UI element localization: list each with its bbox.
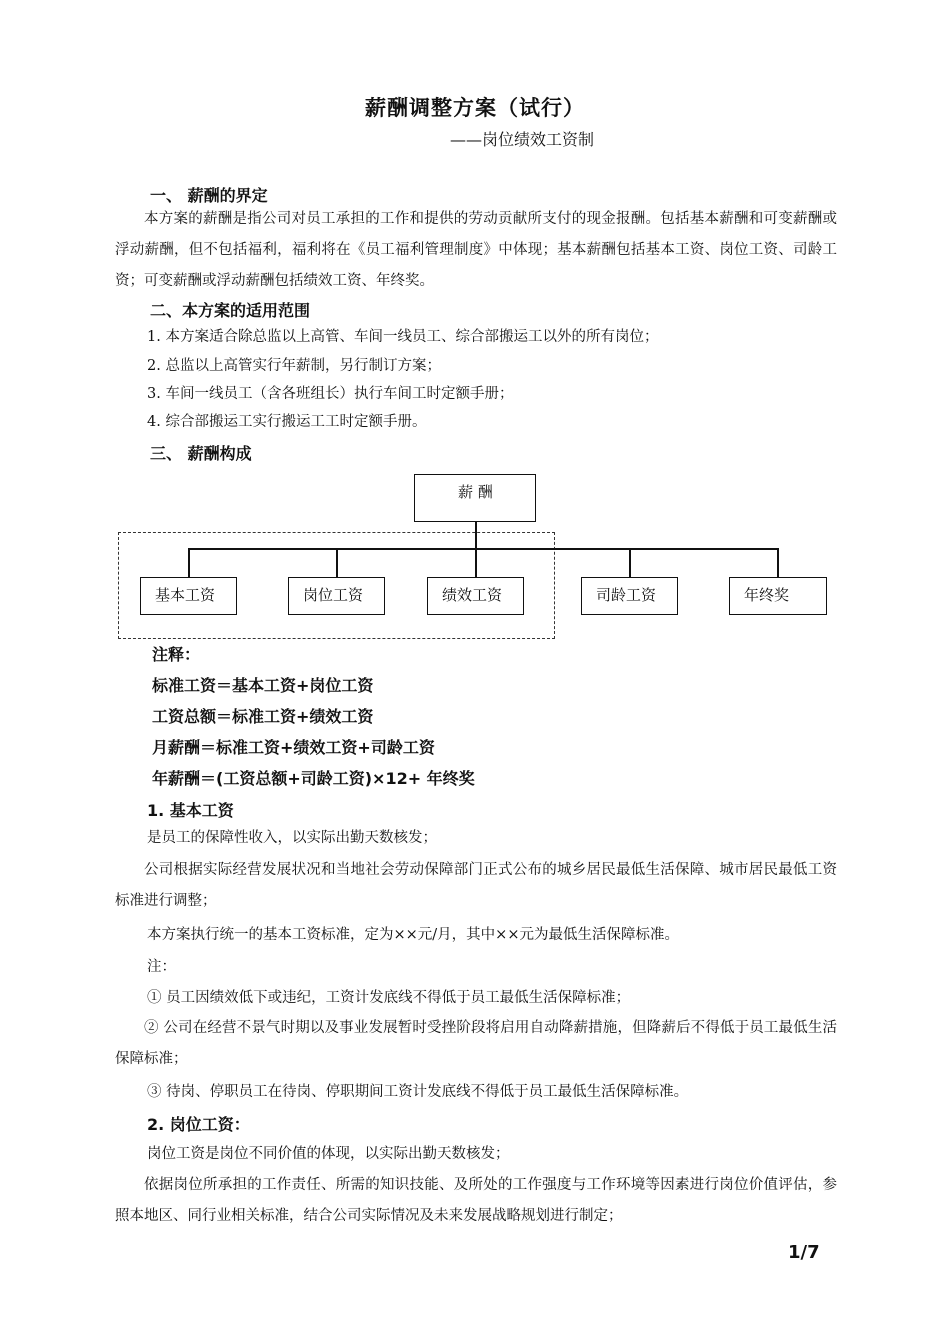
formula-standard-wage: 标准工资＝基本工资+岗位工资 [152,676,374,695]
formula-monthly-pay: 月薪酬＝标准工资+绩效工资+司龄工资 [152,738,435,757]
formula-annual-pay: 年薪酬＝(工资总额+司龄工资)×12+ 年终奖 [152,769,475,788]
chart-node-seniority-wage: 司龄工资 [581,577,678,615]
chart-connector [336,548,338,577]
chart-connector [475,522,477,549]
post-wage-p1: 岗位工资是岗位不同价值的体现，以实际出勤天数核发； [147,1146,510,1162]
chart-connector [629,548,631,577]
section3-heading: 三、 薪酬构成 [150,444,252,463]
chart-node-post-wage: 岗位工资 [288,577,385,615]
page-number: 1/7 [788,1242,820,1263]
section2-heading: 二、本方案的适用范围 [150,301,311,320]
basic-wage-heading: 1. 基本工资 [147,801,234,820]
chart-connector [188,548,190,577]
basic-wage-note-1: ① 员工因绩效低下或违纪，工资计发底线不得低于员工最低生活保障标准； [147,990,631,1006]
notes-label: 注释： [152,645,201,664]
formula-total-wage: 工资总额＝标准工资+绩效工资 [152,707,374,726]
page-subtitle: ——岗位绩效工资制 [450,130,595,149]
page-title: 薪酬调整方案（试行） [365,96,585,120]
scope-item-2: 2. 总监以上高管实行年薪制，另行制订方案； [147,358,441,374]
scope-item-1: 1. 本方案适合除总监以上高管、车间一线员工、综合部搬运工以外的所有岗位； [147,329,659,345]
scope-item-3: 3. 车间一线员工（含各班组长）执行车间工时定额手册； [147,386,514,402]
chart-connector [188,548,778,550]
chart-connector [777,548,779,577]
chart-connector [475,548,477,577]
chart-node-year-end-bonus: 年终奖 [729,577,827,615]
post-wage-p2: 依据岗位所承担的工作责任、所需的知识技能、及所处的工作强度与工作环境等因素进行岗位价值评估，参照本地区、同行业相关标准，结合公司实际情况及未来发展战略规划进行制定； [115,1177,837,1224]
basic-wage-p2: 公司根据实际经营发展状况和当地社会劳动保障部门正式公布的城乡居民最低生活保障、城市居民最低工资标准进行调整； [115,862,837,909]
basic-wage-note-label: 注： [147,959,176,975]
chart-node-basic-wage: 基本工资 [140,577,237,615]
basic-wage-note-2: ② 公司在经营不景气时期以及事业发展暂时受挫阶段将启用自动降薪措施，但降薪后不得低于员工最低生活保障标准； [115,1020,837,1067]
scope-item-4: 4. 综合部搬运工实行搬运工工时定额手册。 [147,414,427,430]
post-wage-heading: 2. 岗位工资： [147,1115,250,1134]
section1-paragraph: 本方案的薪酬是指公司对员工承担的工作和提供的劳动贡献所支付的现金报酬。包括基本薪酬和可变薪酬或浮动薪酬，但不包括福利，福利将在《员工福利管理制度》中体现；基本薪酬包括基本工资、岗位工资、司龄工资；可变薪酬或浮动薪酬包括绩效工资、年终奖。 [115,211,837,289]
basic-wage-p1: 是员工的保障性收入，以实际出勤天数核发； [147,830,437,846]
chart-root-box: 薪 酬 [414,474,536,522]
chart-node-performance-wage: 绩效工资 [427,577,524,615]
section1-heading: 一、 薪酬的界定 [150,186,268,205]
basic-wage-p3: 本方案执行统一的基本工资标准，定为××元/月，其中××元为最低生活保障标准。 [147,927,679,943]
basic-wage-note-3: ③ 待岗、停职员工在待岗、停职期间工资计发底线不得低于员工最低生活保障标准。 [147,1084,689,1100]
